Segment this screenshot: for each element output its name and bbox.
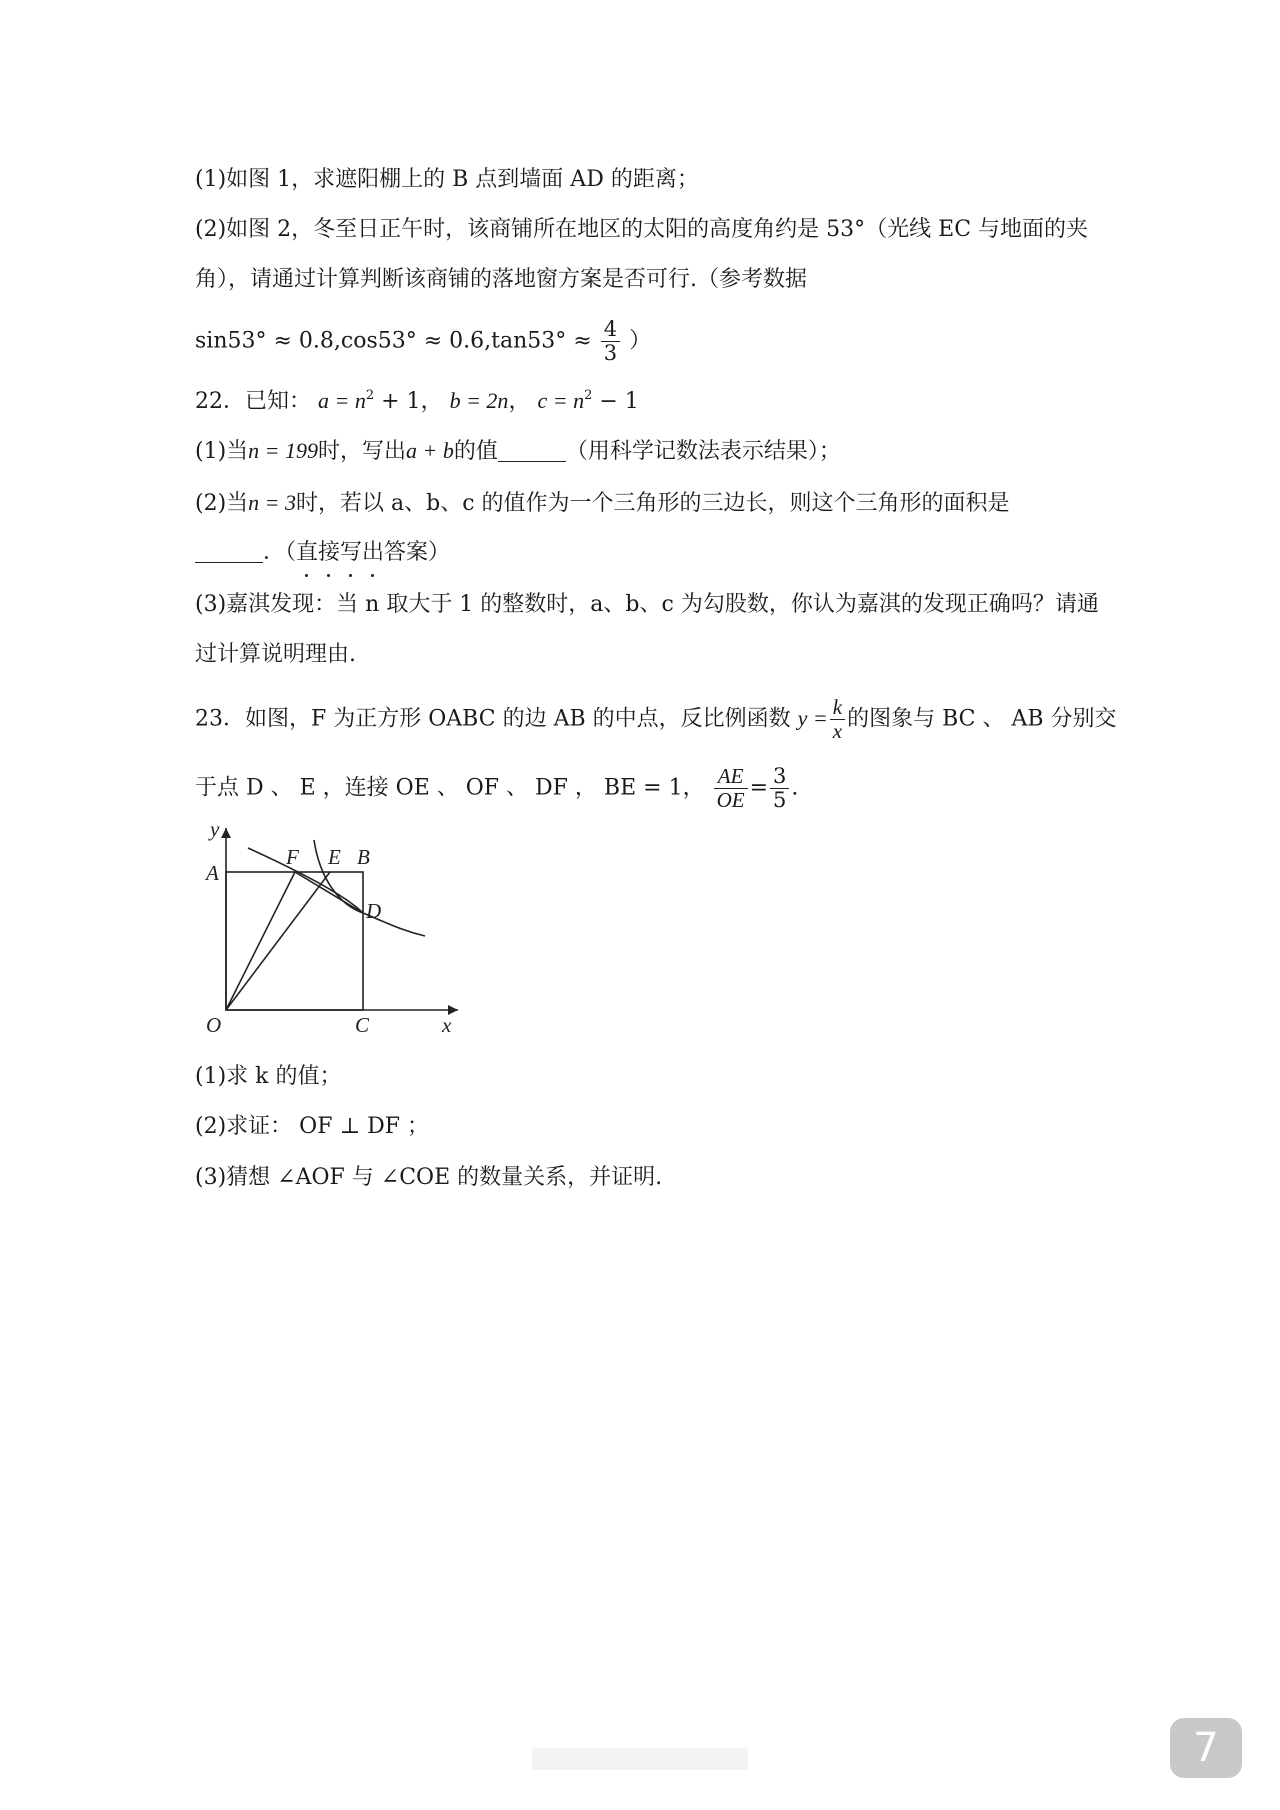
label-O: O [206,1013,222,1037]
q23-line1-mid: F 为正方形 OABC 的边 AB 的中点，反比例函数 [311,706,791,732]
q23-func-den: x [832,719,843,743]
q21-part2-line1: (2)如图 2，冬至日正午时，该商铺所在地区的太阳的高度角约是 53°（光线 EC 与地面的夹 [195,217,1089,242]
q21-ref-text: sin53° ≈ 0.8,cos53° ≈ 0.6,tan53° ≈ [195,328,592,354]
q23-line1-suffix: 的图象与 BC 、 AB 分别交 [847,706,1117,732]
q22-part1-suffix: 的值 [453,439,498,464]
q23-line2-end: . [791,775,799,801]
q22-part2-emph-text: 直接写出 [296,540,385,565]
q22-a-tail: + 1 [374,389,421,414]
q23-ratio-num: AE [714,765,748,789]
square-OABC [226,872,363,1010]
segment-OE [226,872,330,1010]
q23-func-fraction [830,696,845,743]
q22-b-expr: b = 2n [449,388,509,413]
q22-part2-line2 [195,538,450,568]
q23-ratio-value-fraction [770,765,789,812]
q21-part2-line2: 角），请通过计算判断该商铺的落地窗方案是否可行.（参考数据 [195,267,807,292]
label-E: E [328,845,341,869]
q22-part2-line1 [195,488,1010,519]
q22-a-exp: 2 [365,388,375,403]
coordinate-figure [190,820,470,1040]
y-axis-arrow-icon [221,828,231,838]
emphasis-dot [371,574,374,577]
q22-header-prefix: 22．已知： [195,389,311,414]
q23-ratio-eq: = [749,775,769,801]
q23-ratio-fraction [714,765,748,812]
q23-part3: (3)猜想 ∠AOF 与 ∠COE 的数量关系，并证明. [195,1165,663,1190]
q22-sep2: ， [508,389,531,414]
q22-part1-cond: n = 199 [248,438,319,463]
q21-reference-data [195,318,651,365]
q23-line2 [195,765,798,812]
q22-c-tail: − 1 [592,389,639,414]
q23-ratio-val-num: 3 [770,765,789,789]
q22-part3-line2: 过计算说明理由. [195,642,356,667]
q22-part1-expr: a + b [406,438,454,463]
label-y: y [210,820,220,841]
q23-line1 [195,696,1117,743]
q22-part2-emphasis [296,538,384,568]
q22-header [195,386,639,417]
q21-part1: (1)如图 1，求遮阳棚上的 B 点到墙面 AD 的距离； [195,167,699,192]
q23-line1-prefix: 23．如图， [195,706,311,732]
q21-ref-frac-num: 4 [601,318,620,342]
q22-part2-line2-mid: ．（ [263,540,297,565]
q22-part2-line2-end: 答案） [384,540,451,565]
q22-part1-answer-blank [498,439,566,462]
q22-part1-prefix: (1)当 [195,439,249,464]
q23-func-num: k [830,696,845,720]
q22-part2-cond: n = 3 [248,490,297,515]
emphasis-dot [349,574,352,577]
q22-part2-answer-blank [195,540,263,563]
q22-c-expr: c = n [537,388,585,413]
label-x: x [442,1013,452,1037]
q22-part3-line1: (3)嘉淇发现：当 n 取大于 1 的整数时，a、b、c 为勾股数，你认为嘉淇的发现正确吗？请通 [195,592,1099,617]
label-B: B [357,845,370,869]
q22-c-exp: 2 [584,388,593,403]
q23-part2: (2)求证： OF ⊥ DF ； [195,1114,430,1139]
q23-ratio-den: OE [716,788,745,812]
label-D: D [366,899,382,923]
q21-ref-fraction [601,318,620,365]
page-number-badge[interactable]: 7 [1170,1718,1242,1778]
q23-part1: (1)求 k 的值； [195,1064,342,1089]
emphasis-dot [327,574,330,577]
q22-part1 [195,436,841,467]
emphasis-dot [305,574,308,577]
segment-OF [226,872,295,1010]
label-F: F [286,845,299,869]
q22-part1-mid: 时，写出 [318,439,407,464]
q23-ratio-val-den: 5 [773,788,787,812]
label-C: C [355,1013,370,1037]
q23-line2-text: 于点 D 、 E ，连接 OE 、 OF 、 DF ， BE = 1， [195,775,705,801]
label-A: A [206,861,219,885]
q22-part1-tail: （用科学记数法表示结果）； [565,439,841,464]
q22-part2-prefix: (2)当 [195,491,249,516]
q22-sep1: ， [420,389,443,414]
segment-DF [295,872,363,913]
q21-ref-close: ） [629,328,652,354]
q22-part2-line1-rest: 时，若以 a、b、c 的值作为一个三角形的三边长，则这个三角形的面积是 [296,491,1010,516]
q23-func-y: y = [797,705,828,731]
bottom-smudge [532,1748,748,1770]
q22-a-expr: a = n [318,388,366,413]
q21-ref-frac-den: 3 [603,341,618,365]
